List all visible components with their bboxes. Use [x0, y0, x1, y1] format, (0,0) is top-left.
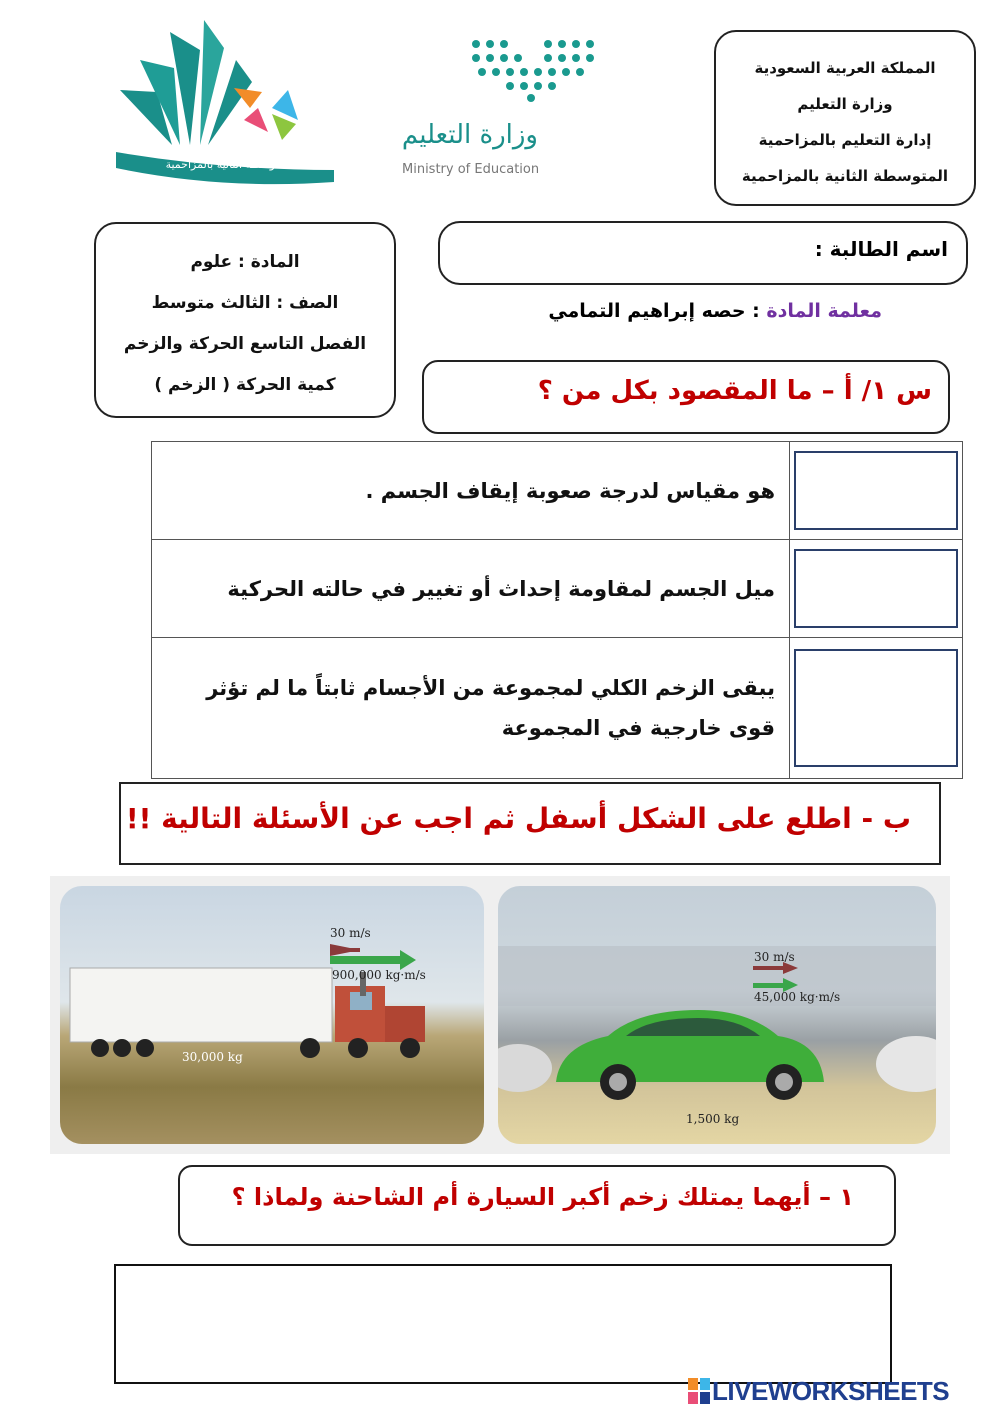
- table-row: [152, 442, 963, 540]
- teacher-line: معلمة المادة : حصه إبراهيم التمامي: [548, 300, 882, 322]
- chapter-line: الفصل التاسع الحركة والزخم: [123, 334, 367, 354]
- truck-momentum-label: 900,000 kg·m/s: [332, 968, 426, 982]
- teacher-label: معلمة المادة: [766, 300, 882, 322]
- ministry-name-en: Ministry of Education: [402, 162, 540, 177]
- liveworksheets-icon: [688, 1378, 710, 1404]
- definitions-table: [151, 441, 963, 779]
- question2-answer-field[interactable]: [114, 1264, 892, 1384]
- school-info-box: [714, 30, 976, 206]
- part-b-title-box: [119, 782, 941, 865]
- subject-info-box: [94, 222, 396, 418]
- district-line: إدارة التعليم بالمزاحمية: [758, 131, 932, 149]
- grade-line: الصف : الثالث متوسط: [151, 293, 339, 313]
- table-row: [152, 540, 963, 638]
- car-icon: [498, 886, 936, 1144]
- answer-input-1[interactable]: [794, 451, 958, 530]
- definition-text: هو مقياس لدرجة صعوبة إيقاف الجسم .: [152, 442, 790, 540]
- answer-cell: [790, 442, 963, 540]
- truck-icon: [60, 886, 484, 1144]
- ministry-logo: [398, 36, 608, 186]
- student-name-field[interactable]: [438, 221, 968, 285]
- liveworksheets-logo: [688, 1375, 949, 1407]
- school-logo: [112, 20, 342, 192]
- truck-mass-label: 30,000 kg: [182, 1050, 243, 1064]
- truck-photo: [60, 886, 484, 1144]
- question2-text: ١ – أيهما يمتلك زخم أكبر السيارة أم الشاحنة ولماذا ؟: [231, 1183, 854, 1211]
- car-mass-label: 1,500 kg: [686, 1112, 740, 1126]
- ministry-line: وزارة التعليم: [797, 95, 893, 113]
- teacher-name: حصه إبراهيم التمامي: [548, 300, 746, 322]
- student-name-label: اسم الطالبة :: [814, 237, 948, 261]
- answer-cell: [790, 540, 963, 638]
- question1-title-box: [422, 360, 950, 434]
- school-line: المتوسطة الثانية بالمزاحمية: [741, 167, 949, 185]
- ministry-dots-icon: [398, 36, 608, 106]
- definition-text: ميل الجسم لمقاومة إحداث أو تغيير في حالته الحركية: [152, 540, 790, 638]
- answer-input-2[interactable]: [794, 549, 958, 628]
- question2-box: [178, 1165, 896, 1246]
- truck-speed-label: 30 m/s: [330, 926, 371, 940]
- car-speed-label: 30 m/s: [754, 950, 795, 964]
- part-b-title: ب - اطلع على الشكل أسفل ثم اجب عن الأسئلة التالية !!: [125, 802, 911, 835]
- ministry-name-ar: وزارة التعليم: [401, 120, 538, 150]
- question1-title: س ١/ أ – ما المقصود بكل من ؟: [537, 376, 932, 406]
- table-row: [152, 638, 963, 779]
- answer-cell: [790, 638, 963, 779]
- country-line: المملكة العربية السعودية: [754, 59, 936, 77]
- lesson-line: كمية الحركة ( الزخم ): [154, 375, 336, 395]
- car-photo: [498, 886, 936, 1144]
- school-logo-text: لمتوسطة الثانية بالمزاحمية: [165, 158, 289, 171]
- car-momentum-label: 45,000 kg·m/s: [754, 990, 841, 1004]
- definition-text: يبقى الزخم الكلي لمجموعة من الأجسام ثابتاً ما لم تؤثر قوى خارجية في المجموعة: [152, 638, 790, 779]
- answer-input-3[interactable]: [794, 649, 958, 767]
- subject-line: المادة : علوم: [190, 252, 300, 272]
- momentum-figure: [50, 876, 950, 1154]
- liveworksheets-wordmark: LIVEWORKSHEETS: [712, 1375, 950, 1406]
